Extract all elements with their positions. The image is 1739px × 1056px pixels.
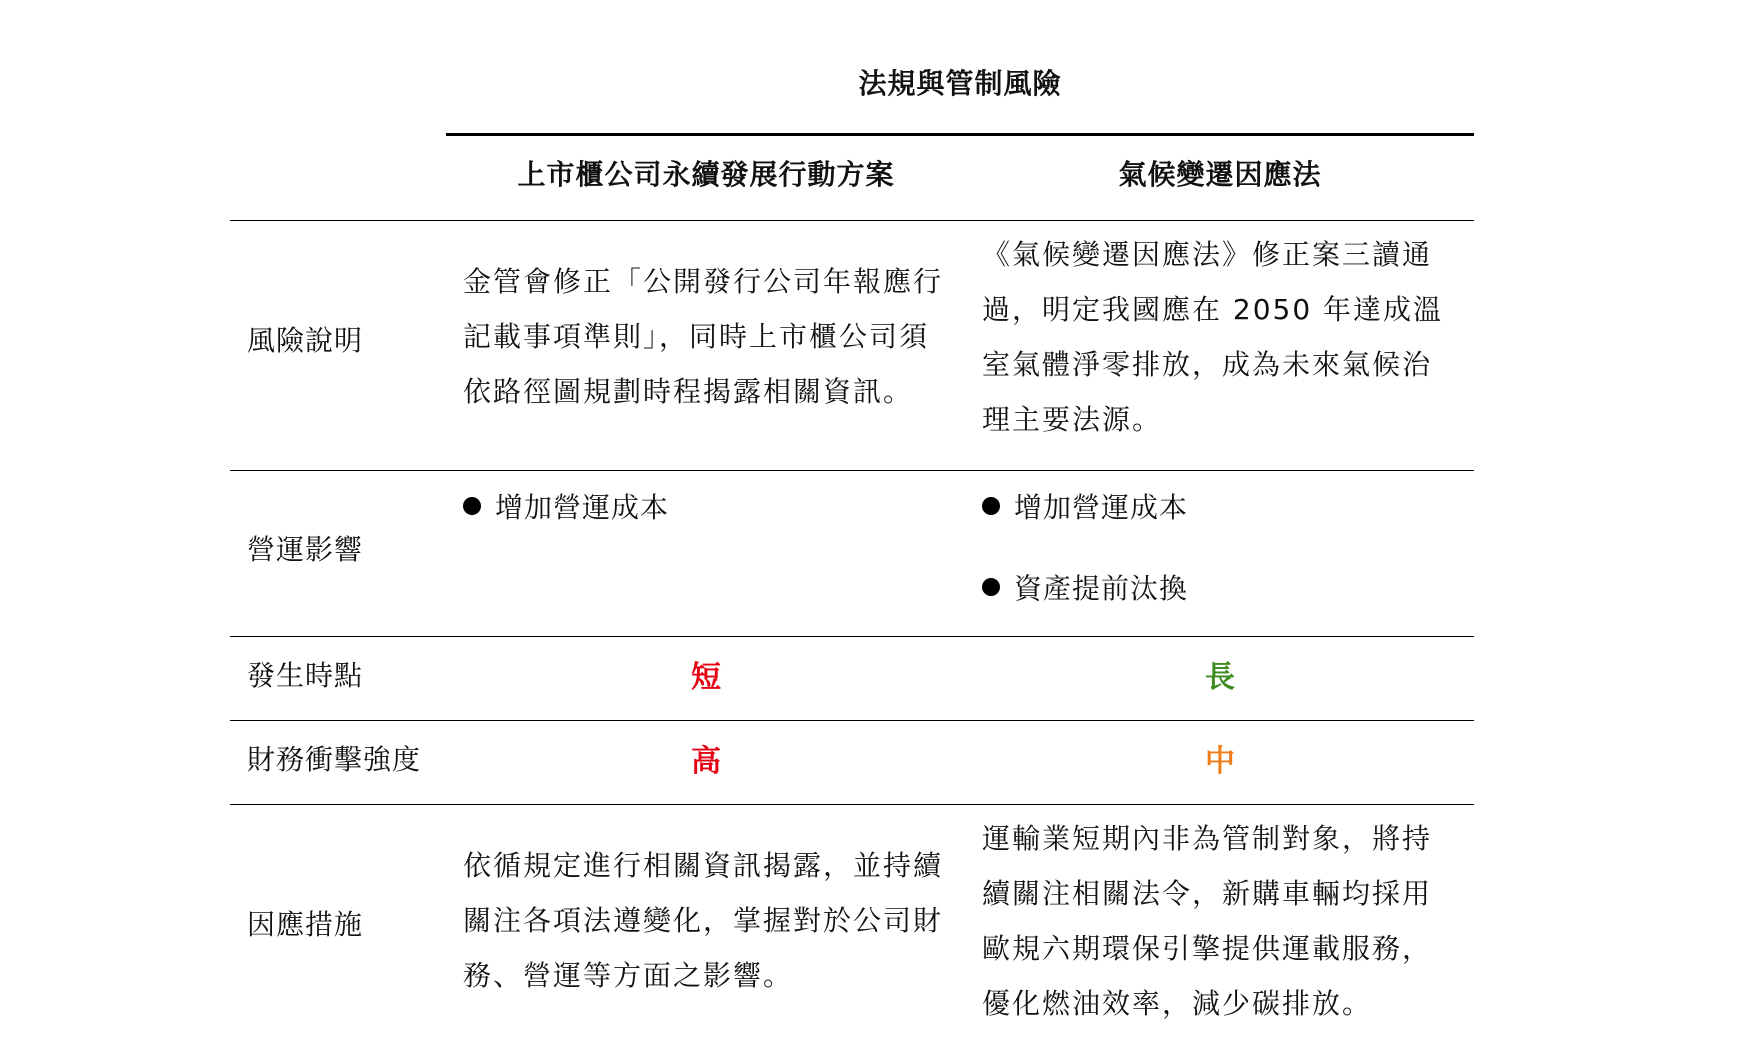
- timing-rating-climate-act: 長: [1205, 660, 1235, 695]
- impact-item-action-plan: [463, 486, 669, 526]
- row-label-operational-impact: 營運影響: [247, 533, 364, 566]
- row-label-response: 因應措施: [247, 908, 364, 941]
- risk-description-climate-act: 《氣候變遷因應法》修正案三讀通過，明定我國應在 2050 年達成溫室氣體淨零排放，成為未來氣候治理主要法源。: [982, 238, 1444, 436]
- impact-item-climate-act-2: [982, 567, 1188, 607]
- bullet-dot-icon: [982, 497, 1000, 515]
- response-climate-act: 運輸業短期內非為管制對象，將持續關注相關法令，新購車輛均採用歐規六期環保引擎提供運載服務，優化燃油效率，減少碳排放。: [982, 822, 1433, 1020]
- bullet-dot-icon: [463, 497, 481, 515]
- risk-description-action-plan: 金管會修正「公開發行公司年報應行記載事項準則」，同時上市櫃公司須依路徑圖規劃時程揭露相關資訊。: [463, 265, 944, 408]
- row-label-financial-impact: 財務衝擊強度: [247, 743, 422, 776]
- financial-rating-action-plan: 高: [691, 744, 721, 779]
- impact-item-climate-act-1: [982, 486, 1188, 526]
- row-rule-1: [230, 470, 1474, 471]
- column-header-climate-act: 氣候變遷因應法: [1118, 158, 1322, 191]
- row-rule-3: [230, 720, 1474, 721]
- bullet-dot-icon: [982, 578, 1000, 596]
- financial-rating-climate-act: 中: [1205, 744, 1235, 779]
- title-rule: [446, 133, 1474, 136]
- response-action-plan: 依循規定進行相關資訊揭露，並持續關注各項法遵變化，掌握對於公司財務、營運等方面之影響。: [463, 849, 944, 992]
- row-rule-2: [230, 636, 1474, 637]
- table-title: 法規與管制風險: [858, 67, 1062, 100]
- row-rule-4: [230, 804, 1474, 805]
- row-label-timing: 發生時點: [247, 659, 364, 692]
- impact-item-label: 資產提前汰換: [1014, 572, 1189, 605]
- impact-item-label: 增加營運成本: [1014, 491, 1189, 524]
- impact-item-label: 增加營運成本: [495, 491, 670, 524]
- timing-rating-action-plan: 短: [691, 660, 721, 695]
- header-bottom-rule: [230, 220, 1474, 221]
- column-header-action-plan: 上市櫃公司永續發展行動方案: [517, 158, 895, 191]
- row-label-risk-description: 風險說明: [247, 324, 364, 357]
